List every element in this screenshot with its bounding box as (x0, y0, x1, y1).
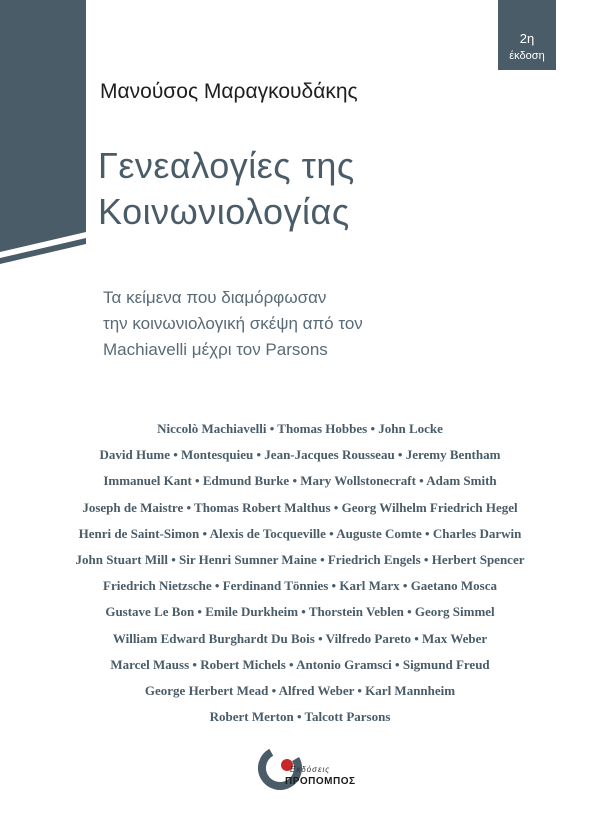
subtitle-line-3: Machiavelli μέχρι τον Parsons (103, 340, 328, 359)
thinkers-line: Marcel Mauss • Robert Michels • Antonio Gramsci • Sigmund Freud (110, 656, 490, 672)
thinkers-line: David Hume • Montesquieu • Jean-Jacques Rousseau • Jeremy Bentham (99, 447, 501, 463)
subtitle-line-2: την κοινωνιολογική σκέψη από τον (103, 314, 363, 333)
thinkers-line: Friedrich Nietzsche • Ferdinand Tönnies • Karl Marx • Gaetano Mosca (103, 578, 497, 594)
thinkers-line: Henri de Saint-Simon • Alexis de Tocqueville • Auguste Comte • Charles Darwin (78, 525, 522, 541)
thinkers-line: Immanuel Kant • Edmund Burke • Mary Wollstonecraft • Adam Smith (103, 473, 497, 489)
edition-badge (498, 0, 556, 70)
thinkers-line: Joseph de Maistre • Thomas Robert Malthus • Georg Wilhelm Friedrich Hegel (82, 499, 518, 515)
publisher-logo (258, 744, 368, 804)
book-subtitle (103, 285, 543, 363)
thinkers-line: John Stuart Mill • Sir Henri Sumner Maine • Friedrich Engels • Herbert Spencer (75, 552, 525, 568)
thinkers-list (0, 416, 600, 730)
title-line-2: Κοινωνιολογίας (98, 191, 350, 232)
thinkers-line: Robert Merton • Talcott Parsons (209, 709, 391, 725)
thinkers-line: Gustave Le Bon • Emile Durkheim • Thorstein Veblen • Georg Simmel (105, 604, 495, 620)
subtitle-line-1: Τα κείμενα που διαμόρφωσαν (103, 288, 327, 307)
publisher-name: ΠΡΟΠΟΜΠΟΣ (285, 776, 356, 787)
author-name: Μανούσος Μαραγκουδάκης (100, 80, 358, 103)
edition-label: έκδοση (509, 50, 545, 62)
publisher-label: Εκδόσεις (290, 765, 331, 774)
left-color-panel (0, 0, 100, 280)
thinkers-line: George Herbert Mead • Alfred Weber • Karl Mannheim (144, 683, 456, 699)
book-title (98, 143, 518, 235)
thinkers-line: William Edward Burghardt Du Bois • Vilfredo Pareto • Max Weber (112, 630, 488, 646)
title-line-1: Γενεαλογίες της (98, 145, 355, 186)
thinkers-line: Niccolò Machiavelli • Thomas Hobbes • John Locke (157, 421, 443, 436)
edition-number: 2η (519, 31, 535, 46)
